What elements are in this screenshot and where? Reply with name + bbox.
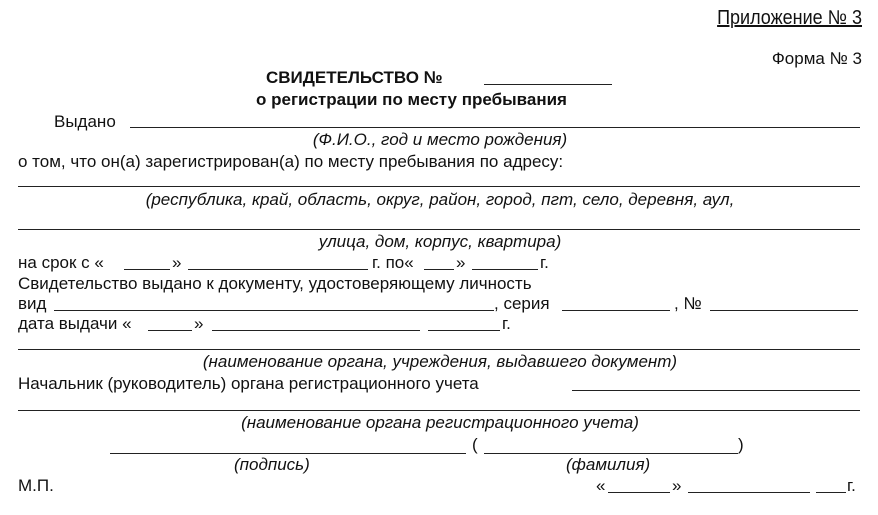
title-line-2: о регистрации по месту пребывания [256,90,567,109]
hint-address-1: (республика, край, область, округ, район, город, пгт, село, деревня, аул, [145,190,735,209]
series-label: , серия [494,294,550,313]
address-field-2[interactable] [18,229,860,230]
footer-year-suffix: г. [847,476,856,495]
surname-field[interactable] [484,453,738,454]
document-number-field[interactable] [710,310,858,311]
certificate-number-field[interactable] [484,84,612,85]
issue-year-field[interactable] [428,330,500,331]
issued-label: Выдано [54,112,116,131]
hint-address-2: улица, дом, корпус, квартира) [318,232,562,251]
title-line-1: СВИДЕТЕЛЬСТВО № [266,68,443,87]
issue-quote-close: » [194,314,204,333]
stamp-label: М.П. [18,476,54,495]
surname-paren-open: ( [472,435,478,454]
footer-day-field[interactable] [608,492,670,493]
footer-quote-open: « [596,476,606,495]
term-to-month-field[interactable] [472,269,538,270]
reg-authority-field[interactable] [18,410,860,411]
issue-date-label: дата выдачи « [18,314,132,333]
address-field-1[interactable] [18,186,860,187]
issue-month-field[interactable] [212,330,420,331]
term-label: на срок с « [18,253,104,272]
hint-surname: (фамилия) [566,455,651,474]
issuer-field[interactable] [18,349,860,350]
term-to-quote-close: » [456,253,466,272]
term-from-month-field[interactable] [188,269,368,270]
footer-year-field[interactable] [816,492,846,493]
form-number: Форма № 3 [771,49,862,68]
term-to-year-suffix: г. [540,253,549,272]
footer-quote-close: » [672,476,682,495]
hint-signature: (подпись) [234,455,310,474]
document-type-field[interactable] [54,310,494,311]
appendix-label: Приложение № 3 [717,7,862,29]
signature-field[interactable] [110,453,466,454]
document-type-label: вид [18,294,47,313]
term-from-day-field[interactable] [124,269,170,270]
document-line: Свидетельство выдано к документу, удостоверяющему личность [18,274,532,293]
issue-year-suffix: г. [502,314,511,333]
hint-fio: (Ф.И.О., год и место рождения) [312,130,568,149]
about-registered-text: о том, что он(а) зарегистрирован(а) по месту пребывания по адресу: [18,152,564,171]
series-field[interactable] [562,310,670,311]
term-to-day-field[interactable] [424,269,454,270]
issue-day-field[interactable] [148,330,192,331]
hint-reg-authority: (наименование органа регистрационного учета) [241,413,639,432]
footer-month-field[interactable] [688,492,810,493]
hint-issuer: (наименование органа, учреждения, выдавшего документ) [202,352,678,371]
term-from-quote-close: » [172,253,182,272]
term-to-label: г. по« [372,253,414,272]
head-label: Начальник (руководитель) органа регистрационного учета [18,374,479,393]
surname-paren-close: ) [738,435,744,454]
head-field[interactable] [572,390,860,391]
fio-field[interactable] [130,127,860,128]
number-label: , № [674,294,702,313]
